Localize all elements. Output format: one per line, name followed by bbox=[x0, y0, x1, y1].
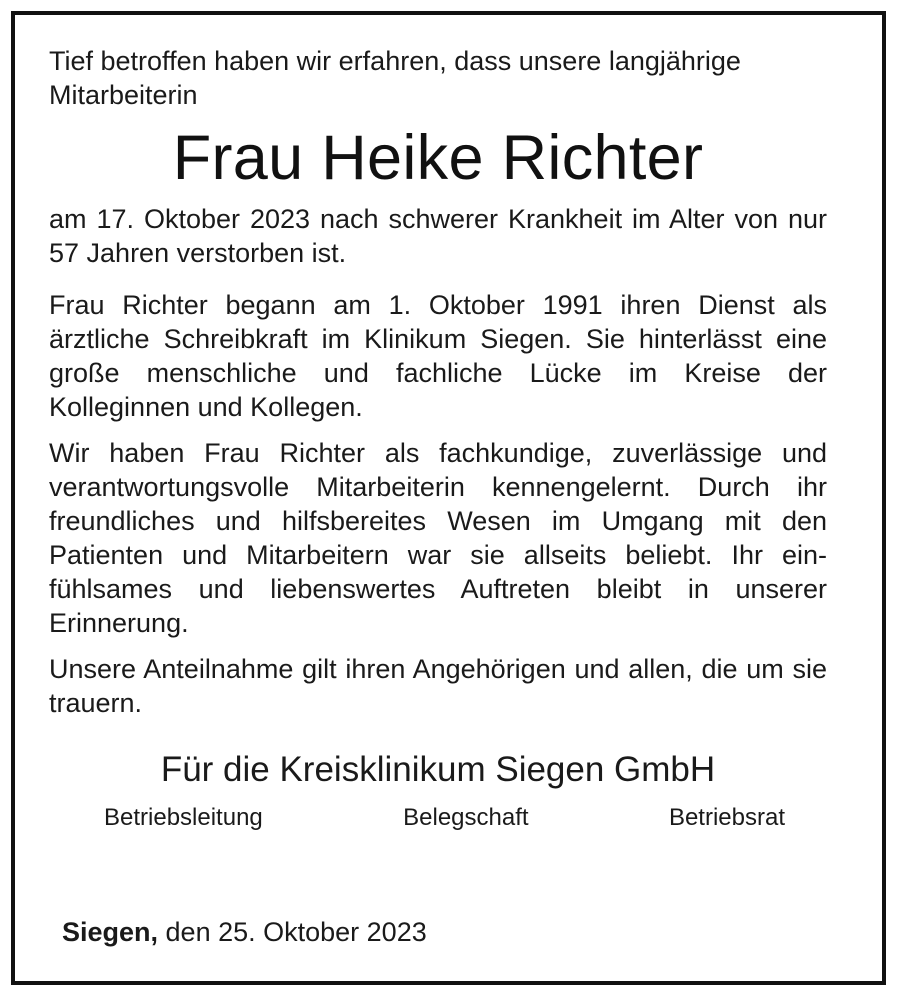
date: den 25. Oktober 2023 bbox=[158, 917, 427, 947]
obituary-notice bbox=[49, 44, 827, 838]
death-details: am 17. Oktober 2023 nach schwerer Krankheit im Alter von nur 57 Jahren verstorben ist. bbox=[49, 204, 827, 268]
intro-text: Tief betroffen haben wir erfahren, dass unsere langjährige Mitarbeiterin bbox=[49, 46, 741, 110]
signatory-management: Betriebsleitung bbox=[104, 804, 263, 831]
organization-name: Für die Kreisklinikum Siegen GmbH bbox=[160, 750, 716, 789]
paragraph-career: Frau Richter begann am 1. Oktober 1991 ihren Dienst als ärztliche Schreibkraft im Klinikum Siegen. Sie hinterlässt eine große menschliche und fachliche Lücke im Kreise der Kolleginnen und Kollegen. bbox=[49, 290, 827, 422]
city: Siegen, bbox=[62, 917, 159, 947]
signatories bbox=[49, 798, 827, 838]
deceased-name: Frau Heike Richter bbox=[172, 123, 704, 193]
paragraph-tribute: Wir haben Frau Richter als fachkundige, zuverlässige und verantwortungsvolle Mitarbeiterin kennengelernt. Durch ihr freundliches und hilfsbereites Wesen im Umgang mit den Patienten und Mitarbeitern war sie allseits beliebt. Ihr einfühlsames und liebenswertes Auftreten bleibt in unserer Erinnerung. bbox=[49, 438, 827, 638]
paragraph-condolence: Unsere Anteilnahme gilt ihren Angehörigen und allen, die um sie trauern. bbox=[49, 654, 827, 718]
signatory-works-council: Betriebsrat bbox=[668, 804, 785, 831]
place-and-date bbox=[62, 915, 427, 949]
signatory-staff: Belegschaft bbox=[403, 804, 529, 831]
